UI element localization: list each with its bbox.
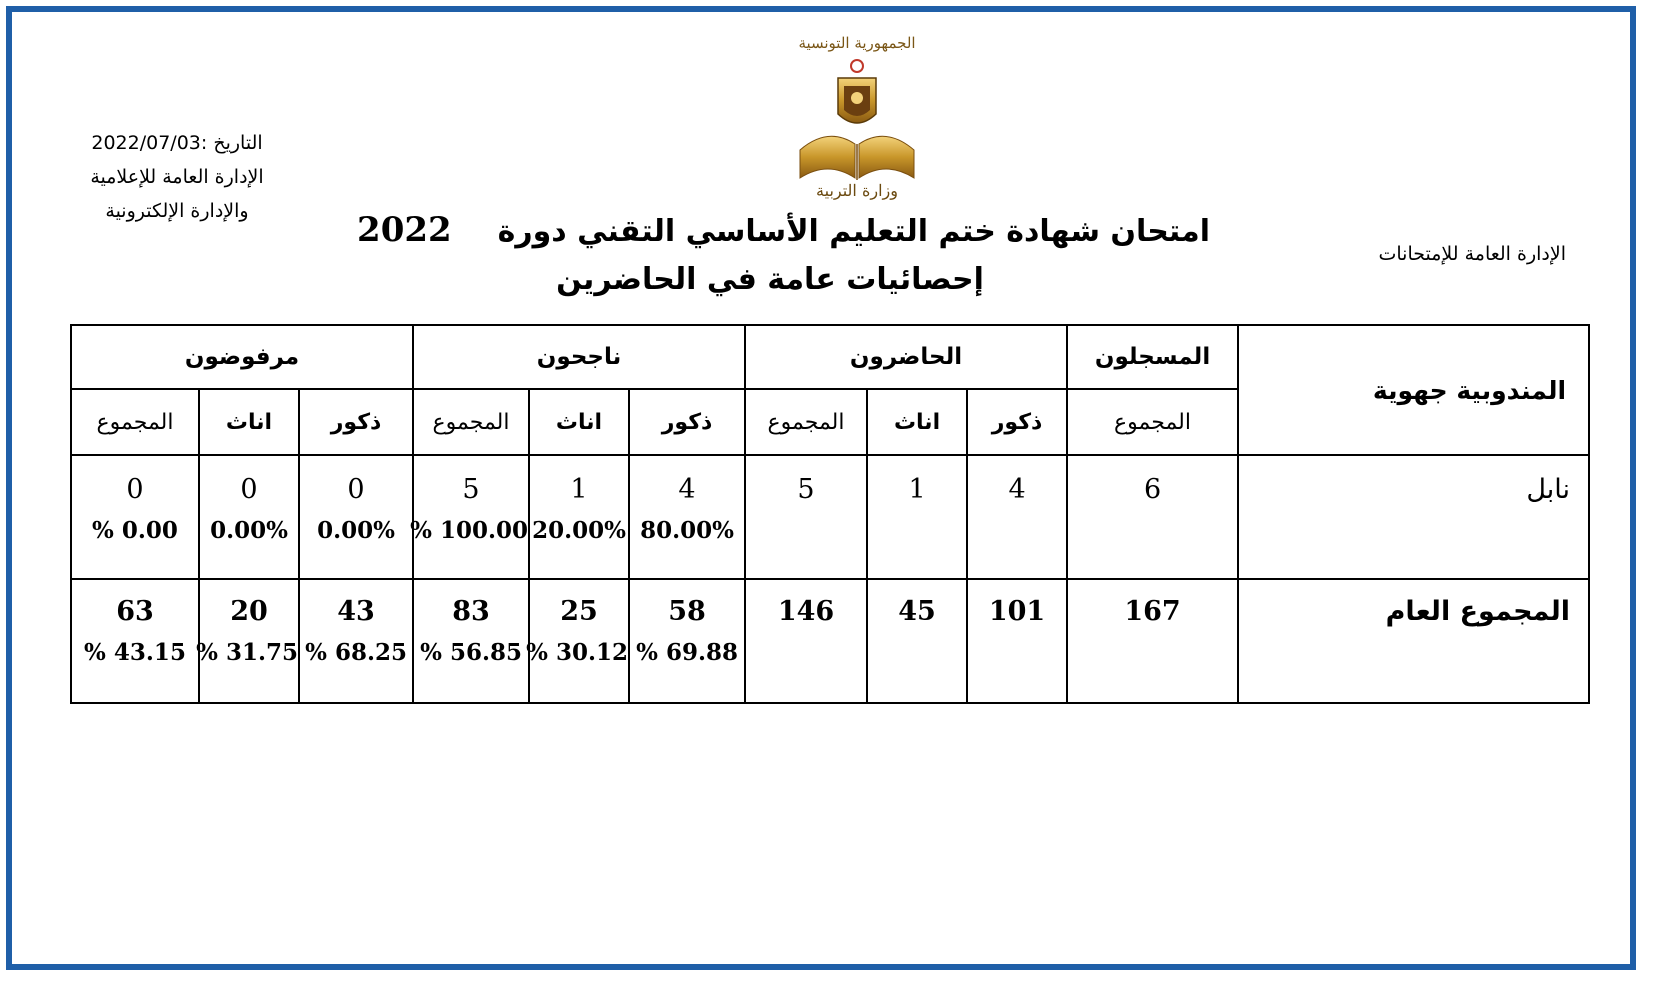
- statistics-table: [70, 324, 1590, 704]
- svg-text:وزارة التربية: وزارة التربية: [816, 181, 898, 200]
- passed-total-header: المجموع: [413, 389, 529, 455]
- total-rejected-females: 20 31.75 %: [199, 579, 299, 703]
- row-total-label: المجموع العام: [1238, 579, 1589, 703]
- present-males-header: ذكور: [967, 389, 1067, 455]
- registered-header: المسجلون: [1067, 325, 1238, 389]
- row-passed-males: 4 80.00%: [629, 455, 745, 579]
- dept-line-2: والإدارة الإلكترونية: [105, 200, 249, 222]
- total-present-males: 101: [967, 579, 1067, 703]
- passed-females-header: اناث: [529, 389, 629, 455]
- present-females-header: اناث: [867, 389, 967, 455]
- table-row-total: [71, 579, 1589, 703]
- present-header: الحاضرون: [745, 325, 1067, 389]
- row-present-females: 1: [867, 455, 967, 579]
- row-rejected-females: 0 0.00%: [199, 455, 299, 579]
- exam-title: [357, 210, 1210, 256]
- rejected-females-header: اناث: [199, 389, 299, 455]
- row-present-males: 4: [967, 455, 1067, 579]
- total-registered: 167: [1067, 579, 1238, 703]
- exams-department: الإدارة العامة للإمتحانات: [1378, 243, 1566, 265]
- table-row: [71, 455, 1589, 579]
- row-present-total: 5: [745, 455, 867, 579]
- report-date: التاريخ :2022/07/03: [91, 132, 263, 154]
- total-passed-males: 58 69.88 %: [629, 579, 745, 703]
- row-rejected-males: 0 0.00%: [299, 455, 413, 579]
- rejected-males-header: ذكور: [299, 389, 413, 455]
- region-header: المندوبية جهوية: [1238, 325, 1589, 455]
- row-passed-females: 1 20.00%: [529, 455, 629, 579]
- svg-text:الجمهورية التونسية: الجمهورية التونسية: [798, 34, 916, 52]
- row-registered-total: 6: [1067, 455, 1238, 579]
- total-rejected-total: 63 43.15 %: [71, 579, 199, 703]
- row-rejected-total: 0 0.00 %: [71, 455, 199, 579]
- total-passed-total: 83 56.85 %: [413, 579, 529, 703]
- present-total-header: المجموع: [745, 389, 867, 455]
- exam-title-text: امتحان شهادة ختم التعليم الأساسي التقني دورة: [497, 214, 1210, 249]
- passed-males-header: ذكور: [629, 389, 745, 455]
- total-present-females: 45: [867, 579, 967, 703]
- ministry-emblem-logo: [792, 28, 922, 200]
- row-region-name: نابل: [1238, 455, 1589, 579]
- total-passed-females: 25 30.12 %: [529, 579, 629, 703]
- registered-total-header: المجموع: [1067, 389, 1238, 455]
- total-rejected-males: 43 68.25 %: [299, 579, 413, 703]
- dept-line-1: الإدارة العامة للإعلامية: [90, 166, 264, 188]
- row-passed-total: 5 100.00 %: [413, 455, 529, 579]
- total-present-total: 146: [745, 579, 867, 703]
- date-block: [62, 126, 292, 228]
- rejected-header: مرفوضون: [71, 325, 413, 389]
- report-subtitle: إحصائيات عامة في الحاضرين: [556, 262, 984, 297]
- rejected-total-header: المجموع: [71, 389, 199, 455]
- exam-year: 2022: [357, 210, 452, 250]
- passed-header: ناجحون: [413, 325, 745, 389]
